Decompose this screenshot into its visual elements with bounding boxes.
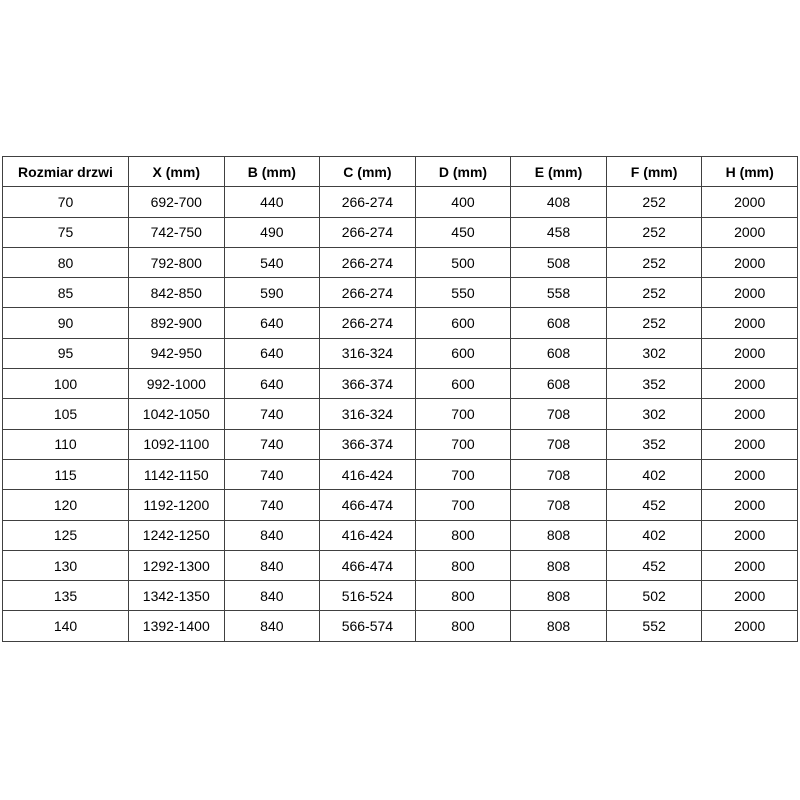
table-cell: 130 bbox=[3, 550, 129, 580]
table-row bbox=[3, 581, 798, 611]
table-row bbox=[3, 520, 798, 550]
table-cell: 316-324 bbox=[320, 399, 416, 429]
table-cell: 740 bbox=[224, 399, 320, 429]
table-cell: 608 bbox=[511, 338, 607, 368]
table-cell: 458 bbox=[511, 217, 607, 247]
table-cell: 2000 bbox=[702, 187, 798, 217]
table-cell: 95 bbox=[3, 338, 129, 368]
table-cell: 450 bbox=[415, 217, 511, 247]
table-cell: 640 bbox=[224, 338, 320, 368]
column-header: B (mm) bbox=[224, 157, 320, 187]
table-row bbox=[3, 550, 798, 580]
table-cell: 302 bbox=[606, 338, 702, 368]
table-cell: 1092-1100 bbox=[129, 429, 225, 459]
table-cell: 608 bbox=[511, 369, 607, 399]
table-cell: 808 bbox=[511, 550, 607, 580]
table-cell: 266-274 bbox=[320, 308, 416, 338]
table-cell: 2000 bbox=[702, 338, 798, 368]
table-cell: 708 bbox=[511, 399, 607, 429]
table-cell: 120 bbox=[3, 490, 129, 520]
table-cell: 2000 bbox=[702, 429, 798, 459]
table-cell: 266-274 bbox=[320, 187, 416, 217]
table-cell: 366-374 bbox=[320, 429, 416, 459]
table-cell: 700 bbox=[415, 399, 511, 429]
table-cell: 75 bbox=[3, 217, 129, 247]
table-cell: 252 bbox=[606, 278, 702, 308]
table-cell: 2000 bbox=[702, 399, 798, 429]
table-cell: 640 bbox=[224, 308, 320, 338]
column-header: D (mm) bbox=[415, 157, 511, 187]
table-cell: 608 bbox=[511, 308, 607, 338]
table-cell: 600 bbox=[415, 308, 511, 338]
table-cell: 452 bbox=[606, 490, 702, 520]
table-cell: 408 bbox=[511, 187, 607, 217]
table-cell: 2000 bbox=[702, 550, 798, 580]
table-row bbox=[3, 611, 798, 641]
table-cell: 1292-1300 bbox=[129, 550, 225, 580]
table-cell: 840 bbox=[224, 520, 320, 550]
table-cell: 502 bbox=[606, 581, 702, 611]
table-body bbox=[3, 187, 798, 641]
column-header: H (mm) bbox=[702, 157, 798, 187]
table-row bbox=[3, 429, 798, 459]
table-cell: 252 bbox=[606, 308, 702, 338]
table-cell: 500 bbox=[415, 247, 511, 277]
table-cell: 590 bbox=[224, 278, 320, 308]
table-cell: 550 bbox=[415, 278, 511, 308]
column-header: C (mm) bbox=[320, 157, 416, 187]
table-cell: 416-424 bbox=[320, 520, 416, 550]
table-cell: 840 bbox=[224, 581, 320, 611]
table-cell: 1142-1150 bbox=[129, 459, 225, 489]
table-cell: 992-1000 bbox=[129, 369, 225, 399]
table-cell: 892-900 bbox=[129, 308, 225, 338]
table-cell: 740 bbox=[224, 429, 320, 459]
table-cell: 2000 bbox=[702, 490, 798, 520]
header-row bbox=[3, 157, 798, 187]
table-row bbox=[3, 490, 798, 520]
table-cell: 402 bbox=[606, 459, 702, 489]
table-cell: 490 bbox=[224, 217, 320, 247]
table-cell: 742-750 bbox=[129, 217, 225, 247]
table-cell: 80 bbox=[3, 247, 129, 277]
table-cell: 540 bbox=[224, 247, 320, 277]
table-cell: 2000 bbox=[702, 308, 798, 338]
table-cell: 1392-1400 bbox=[129, 611, 225, 641]
table-cell: 558 bbox=[511, 278, 607, 308]
table-cell: 2000 bbox=[702, 581, 798, 611]
column-header: X (mm) bbox=[129, 157, 225, 187]
table-cell: 100 bbox=[3, 369, 129, 399]
table-cell: 800 bbox=[415, 550, 511, 580]
column-header: F (mm) bbox=[606, 157, 702, 187]
table-cell: 352 bbox=[606, 369, 702, 399]
table-cell: 1192-1200 bbox=[129, 490, 225, 520]
table-cell: 316-324 bbox=[320, 338, 416, 368]
table-cell: 700 bbox=[415, 459, 511, 489]
table-row bbox=[3, 399, 798, 429]
table-cell: 566-574 bbox=[320, 611, 416, 641]
table-cell: 692-700 bbox=[129, 187, 225, 217]
table-cell: 252 bbox=[606, 217, 702, 247]
table-cell: 808 bbox=[511, 611, 607, 641]
table-cell: 2000 bbox=[702, 278, 798, 308]
table-cell: 110 bbox=[3, 429, 129, 459]
table-cell: 640 bbox=[224, 369, 320, 399]
table-cell: 516-524 bbox=[320, 581, 416, 611]
table-row bbox=[3, 187, 798, 217]
table-cell: 2000 bbox=[702, 611, 798, 641]
table-row bbox=[3, 459, 798, 489]
table-row bbox=[3, 278, 798, 308]
table-cell: 1342-1350 bbox=[129, 581, 225, 611]
column-header: Rozmiar drzwi bbox=[3, 157, 129, 187]
table-row bbox=[3, 308, 798, 338]
table-cell: 508 bbox=[511, 247, 607, 277]
table-cell: 266-274 bbox=[320, 217, 416, 247]
table-cell: 352 bbox=[606, 429, 702, 459]
table-row bbox=[3, 247, 798, 277]
table-cell: 552 bbox=[606, 611, 702, 641]
table-row bbox=[3, 217, 798, 247]
table-cell: 740 bbox=[224, 459, 320, 489]
table-cell: 266-274 bbox=[320, 278, 416, 308]
table-cell: 90 bbox=[3, 308, 129, 338]
table-cell: 2000 bbox=[702, 520, 798, 550]
table-cell: 708 bbox=[511, 429, 607, 459]
table-cell: 740 bbox=[224, 490, 320, 520]
table-cell: 800 bbox=[415, 520, 511, 550]
table-cell: 452 bbox=[606, 550, 702, 580]
table-cell: 1042-1050 bbox=[129, 399, 225, 429]
table-cell: 70 bbox=[3, 187, 129, 217]
table-cell: 466-474 bbox=[320, 550, 416, 580]
table-row bbox=[3, 338, 798, 368]
table-cell: 700 bbox=[415, 429, 511, 459]
table-cell: 252 bbox=[606, 247, 702, 277]
table-cell: 266-274 bbox=[320, 247, 416, 277]
column-header: E (mm) bbox=[511, 157, 607, 187]
table-cell: 105 bbox=[3, 399, 129, 429]
table-cell: 600 bbox=[415, 369, 511, 399]
table-cell: 2000 bbox=[702, 369, 798, 399]
table-cell: 416-424 bbox=[320, 459, 416, 489]
table-cell: 115 bbox=[3, 459, 129, 489]
table-cell: 942-950 bbox=[129, 338, 225, 368]
table-cell: 808 bbox=[511, 520, 607, 550]
table-cell: 708 bbox=[511, 459, 607, 489]
table-cell: 700 bbox=[415, 490, 511, 520]
table-cell: 800 bbox=[415, 611, 511, 641]
table-cell: 808 bbox=[511, 581, 607, 611]
table-cell: 792-800 bbox=[129, 247, 225, 277]
table-cell: 2000 bbox=[702, 217, 798, 247]
size-table-container bbox=[2, 156, 798, 642]
table-cell: 708 bbox=[511, 490, 607, 520]
table-cell: 140 bbox=[3, 611, 129, 641]
table-cell: 1242-1250 bbox=[129, 520, 225, 550]
table-cell: 600 bbox=[415, 338, 511, 368]
table-row bbox=[3, 369, 798, 399]
table-cell: 135 bbox=[3, 581, 129, 611]
table-cell: 402 bbox=[606, 520, 702, 550]
table-cell: 800 bbox=[415, 581, 511, 611]
table-cell: 400 bbox=[415, 187, 511, 217]
table-cell: 840 bbox=[224, 550, 320, 580]
table-cell: 252 bbox=[606, 187, 702, 217]
table-cell: 842-850 bbox=[129, 278, 225, 308]
table-cell: 302 bbox=[606, 399, 702, 429]
table-cell: 2000 bbox=[702, 459, 798, 489]
table-cell: 2000 bbox=[702, 247, 798, 277]
table-cell: 440 bbox=[224, 187, 320, 217]
table-cell: 125 bbox=[3, 520, 129, 550]
door-size-table bbox=[2, 156, 798, 642]
table-cell: 466-474 bbox=[320, 490, 416, 520]
table-cell: 85 bbox=[3, 278, 129, 308]
table-cell: 840 bbox=[224, 611, 320, 641]
table-cell: 366-374 bbox=[320, 369, 416, 399]
